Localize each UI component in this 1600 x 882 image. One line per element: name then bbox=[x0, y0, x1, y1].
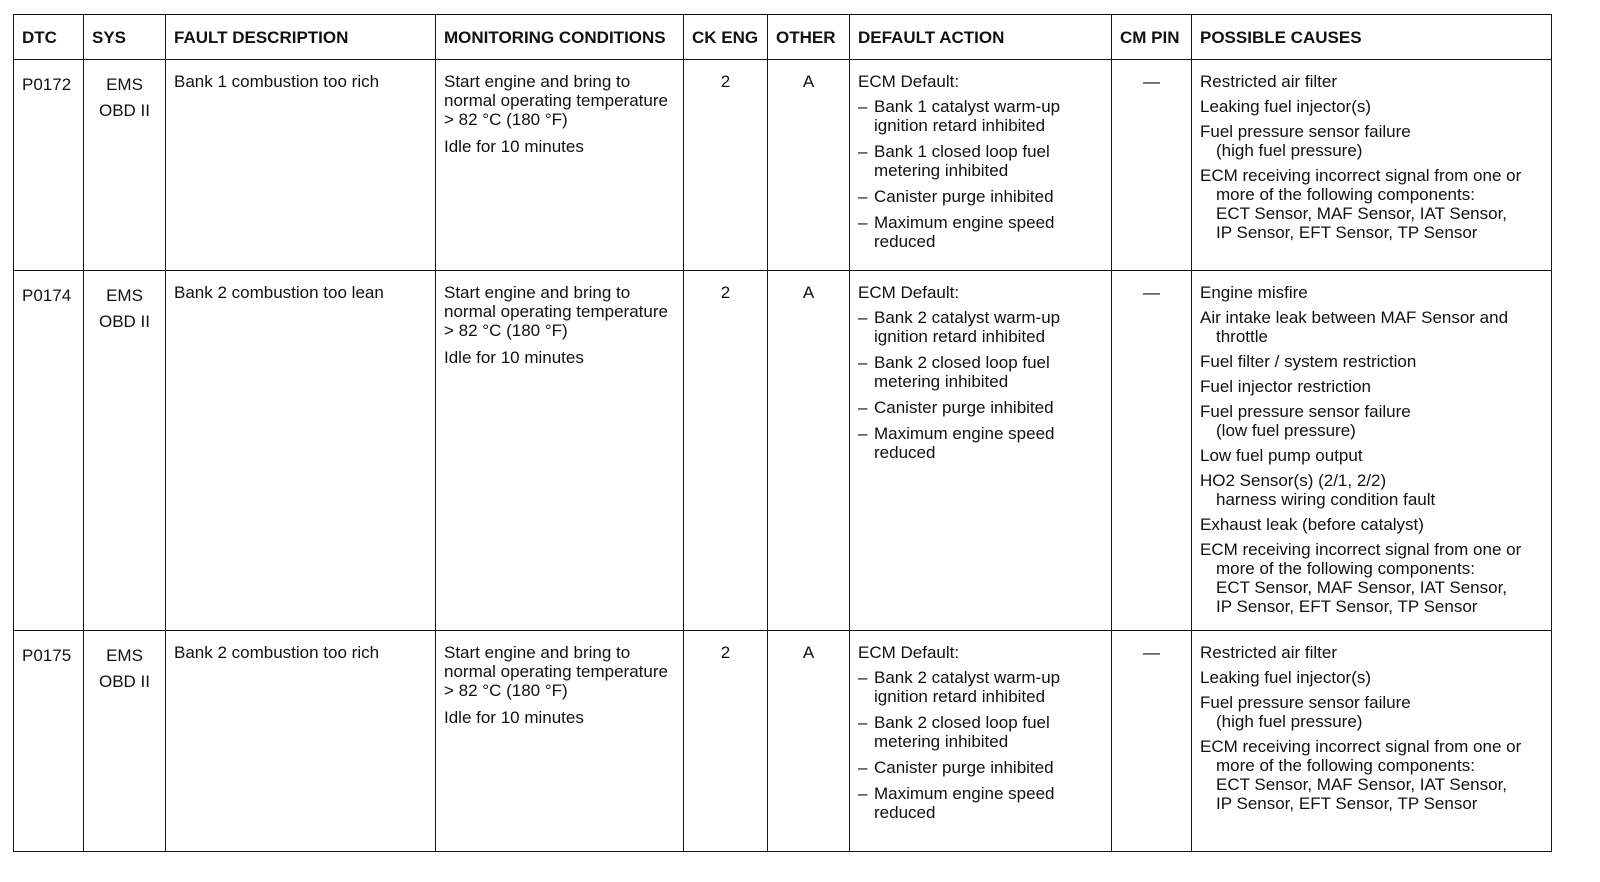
header-other: OTHER bbox=[768, 15, 850, 60]
cause-line: Leaking fuel injector(s) bbox=[1200, 668, 1372, 687]
action-line: Maximum engine speed bbox=[874, 424, 1055, 443]
header-cm-pin: CM PIN bbox=[1112, 15, 1192, 60]
other-value: A bbox=[768, 631, 850, 852]
system-cell bbox=[84, 271, 166, 631]
default-action bbox=[850, 271, 1112, 631]
dtc-code: P0174 bbox=[14, 271, 84, 631]
cause-line: Fuel pressure sensor failure bbox=[1200, 402, 1411, 421]
condition-line: Idle for 10 minutes bbox=[444, 137, 584, 156]
cause-item bbox=[1200, 446, 1543, 465]
header-row bbox=[14, 15, 1552, 60]
dash-bullet: – bbox=[858, 713, 868, 732]
dash-bullet: – bbox=[858, 758, 868, 777]
action-line: Bank 2 catalyst warm-up bbox=[874, 668, 1061, 687]
monitoring-conditions bbox=[436, 631, 684, 852]
action-line: Maximum engine speed bbox=[874, 784, 1055, 803]
cause-line: ECT Sensor, MAF Sensor, IAT Sensor, bbox=[1216, 578, 1508, 597]
check-engine-value: 2 bbox=[684, 271, 768, 631]
system-line: EMS bbox=[106, 646, 143, 665]
dtc-code: P0175 bbox=[14, 631, 84, 852]
table-row bbox=[14, 60, 1552, 271]
cause-item bbox=[1200, 122, 1543, 160]
header-fault-description: FAULT DESCRIPTION bbox=[166, 15, 436, 60]
action-item bbox=[858, 213, 1103, 251]
cause-line: throttle bbox=[1216, 327, 1268, 346]
action-item bbox=[858, 353, 1103, 391]
cause-item bbox=[1200, 308, 1543, 346]
dash-bullet: – bbox=[858, 308, 868, 327]
action-line: Canister purge inhibited bbox=[874, 187, 1054, 206]
action-line: Maximum engine speed bbox=[874, 213, 1055, 232]
dash-bullet: – bbox=[858, 784, 868, 803]
cause-item bbox=[1200, 540, 1543, 616]
action-line: Bank 1 closed loop fuel bbox=[874, 142, 1050, 161]
cause-item bbox=[1200, 166, 1543, 242]
cause-line: more of the following components: bbox=[1216, 756, 1475, 775]
action-item bbox=[858, 187, 1103, 206]
cause-line: Leaking fuel injector(s) bbox=[1200, 97, 1372, 116]
action-title: ECM Default: bbox=[858, 283, 960, 302]
cause-line: Air intake leak between MAF Sensor and bbox=[1200, 308, 1509, 327]
condition-line: normal operating temperature bbox=[444, 662, 668, 681]
cause-line: HO2 Sensor(s) (2/1, 2/2) bbox=[1200, 471, 1387, 490]
condition-line: Start engine and bring to bbox=[444, 72, 631, 91]
other-value: A bbox=[768, 271, 850, 631]
cause-line: Low fuel pump output bbox=[1200, 446, 1363, 465]
system-line: OBD II bbox=[98, 101, 150, 120]
action-line: ignition retard inhibited bbox=[874, 116, 1046, 135]
system-cell bbox=[84, 631, 166, 852]
cause-item bbox=[1200, 515, 1543, 534]
condition-line: Idle for 10 minutes bbox=[444, 708, 584, 727]
cause-line: (high fuel pressure) bbox=[1216, 141, 1363, 160]
dtc-table bbox=[13, 14, 1552, 852]
system-line: EMS bbox=[106, 75, 143, 94]
dash-bullet: – bbox=[858, 97, 868, 116]
header-dtc: DTC bbox=[14, 15, 84, 60]
cm-pin: — bbox=[1112, 631, 1192, 852]
fault-description: Bank 2 combustion too rich bbox=[166, 631, 436, 852]
header-monitoring-conditions: MONITORING CONDITIONS bbox=[436, 15, 684, 60]
cause-item bbox=[1200, 402, 1543, 440]
possible-causes bbox=[1192, 271, 1552, 631]
other-value: A bbox=[768, 60, 850, 271]
cause-item bbox=[1200, 668, 1543, 687]
cause-line: Fuel injector restriction bbox=[1200, 377, 1372, 396]
cause-line: Fuel pressure sensor failure bbox=[1200, 693, 1411, 712]
condition-line: Start engine and bring to bbox=[444, 643, 631, 662]
possible-causes bbox=[1192, 631, 1552, 852]
system-line: OBD II bbox=[98, 672, 150, 691]
action-item bbox=[858, 784, 1103, 822]
cause-line: ECM receiving incorrect signal from one or bbox=[1200, 737, 1522, 756]
action-item bbox=[858, 142, 1103, 180]
action-line: Canister purge inhibited bbox=[874, 398, 1054, 417]
action-item bbox=[858, 308, 1103, 346]
cause-line: IP Sensor, EFT Sensor, TP Sensor bbox=[1216, 597, 1478, 616]
action-line: Bank 2 closed loop fuel bbox=[874, 713, 1050, 732]
action-item bbox=[858, 758, 1103, 777]
dash-bullet: – bbox=[858, 668, 868, 687]
default-action bbox=[850, 631, 1112, 852]
cause-line: (low fuel pressure) bbox=[1216, 421, 1356, 440]
dash-bullet: – bbox=[858, 353, 868, 372]
system-cell bbox=[84, 60, 166, 271]
condition-line: > 82 °C (180 °F) bbox=[444, 110, 568, 129]
action-item bbox=[858, 424, 1103, 462]
cause-line: Fuel pressure sensor failure bbox=[1200, 122, 1411, 141]
action-line: ignition retard inhibited bbox=[874, 687, 1046, 706]
cause-item bbox=[1200, 97, 1543, 116]
cause-item bbox=[1200, 352, 1543, 371]
cause-line: (high fuel pressure) bbox=[1216, 712, 1363, 731]
condition-line: normal operating temperature bbox=[444, 302, 668, 321]
action-line: reduced bbox=[874, 232, 936, 251]
action-line: metering inhibited bbox=[874, 732, 1009, 751]
action-line: Bank 2 catalyst warm-up bbox=[874, 308, 1061, 327]
condition-line: > 82 °C (180 °F) bbox=[444, 681, 568, 700]
header-default-action: DEFAULT ACTION bbox=[850, 15, 1112, 60]
header-ck-eng: CK ENG bbox=[684, 15, 768, 60]
cause-line: Fuel filter / system restriction bbox=[1200, 352, 1417, 371]
dash-bullet: – bbox=[858, 142, 868, 161]
action-item bbox=[858, 668, 1103, 706]
monitoring-conditions bbox=[436, 271, 684, 631]
dash-bullet: – bbox=[858, 398, 868, 417]
cause-item bbox=[1200, 471, 1543, 509]
dtc-code: P0172 bbox=[14, 60, 84, 271]
dash-bullet: – bbox=[858, 424, 868, 443]
cause-line: IP Sensor, EFT Sensor, TP Sensor bbox=[1216, 223, 1478, 242]
cause-line: Restricted air filter bbox=[1200, 643, 1337, 662]
action-line: Canister purge inhibited bbox=[874, 758, 1054, 777]
check-engine-value: 2 bbox=[684, 60, 768, 271]
dash-bullet: – bbox=[858, 213, 868, 232]
cause-line: IP Sensor, EFT Sensor, TP Sensor bbox=[1216, 794, 1478, 813]
fault-description: Bank 2 combustion too lean bbox=[166, 271, 436, 631]
dash-bullet: – bbox=[858, 187, 868, 206]
action-item bbox=[858, 97, 1103, 135]
cause-line: Exhaust leak (before catalyst) bbox=[1200, 515, 1424, 534]
header-possible-causes: POSSIBLE CAUSES bbox=[1192, 15, 1552, 60]
action-line: ignition retard inhibited bbox=[874, 327, 1046, 346]
action-item bbox=[858, 713, 1103, 751]
cause-item bbox=[1200, 737, 1543, 813]
possible-causes bbox=[1192, 60, 1552, 271]
condition-line: normal operating temperature bbox=[444, 91, 668, 110]
cause-line: more of the following components: bbox=[1216, 559, 1475, 578]
action-item bbox=[858, 398, 1103, 417]
check-engine-value: 2 bbox=[684, 631, 768, 852]
cause-item bbox=[1200, 283, 1543, 302]
table-row bbox=[14, 631, 1552, 852]
fault-description: Bank 1 combustion too rich bbox=[166, 60, 436, 271]
action-line: metering inhibited bbox=[874, 161, 1009, 180]
condition-line: Idle for 10 minutes bbox=[444, 348, 584, 367]
cause-line: ECT Sensor, MAF Sensor, IAT Sensor, bbox=[1216, 204, 1508, 223]
cause-item bbox=[1200, 643, 1543, 662]
system-line: EMS bbox=[106, 286, 143, 305]
action-title: ECM Default: bbox=[858, 643, 960, 662]
cm-pin: — bbox=[1112, 60, 1192, 271]
cause-line: ECT Sensor, MAF Sensor, IAT Sensor, bbox=[1216, 775, 1508, 794]
action-line: metering inhibited bbox=[874, 372, 1009, 391]
cm-pin: — bbox=[1112, 271, 1192, 631]
cause-item bbox=[1200, 377, 1543, 396]
cause-line: Restricted air filter bbox=[1200, 72, 1337, 91]
action-line: Bank 1 catalyst warm-up bbox=[874, 97, 1061, 116]
system-line: OBD II bbox=[98, 312, 150, 331]
action-line: reduced bbox=[874, 443, 936, 462]
cause-item bbox=[1200, 72, 1543, 91]
default-action bbox=[850, 60, 1112, 271]
cause-line: Engine misfire bbox=[1200, 283, 1308, 302]
cause-line: ECM receiving incorrect signal from one or bbox=[1200, 540, 1522, 559]
cause-line: ECM receiving incorrect signal from one or bbox=[1200, 166, 1522, 185]
table-row bbox=[14, 271, 1552, 631]
condition-line: > 82 °C (180 °F) bbox=[444, 321, 568, 340]
action-title: ECM Default: bbox=[858, 72, 960, 91]
cause-line: harness wiring condition fault bbox=[1216, 490, 1436, 509]
monitoring-conditions bbox=[436, 60, 684, 271]
action-line: reduced bbox=[874, 803, 936, 822]
cause-line: more of the following components: bbox=[1216, 185, 1475, 204]
cause-item bbox=[1200, 693, 1543, 731]
action-line: Bank 2 closed loop fuel bbox=[874, 353, 1050, 372]
condition-line: Start engine and bring to bbox=[444, 283, 631, 302]
header-sys: SYS bbox=[84, 15, 166, 60]
